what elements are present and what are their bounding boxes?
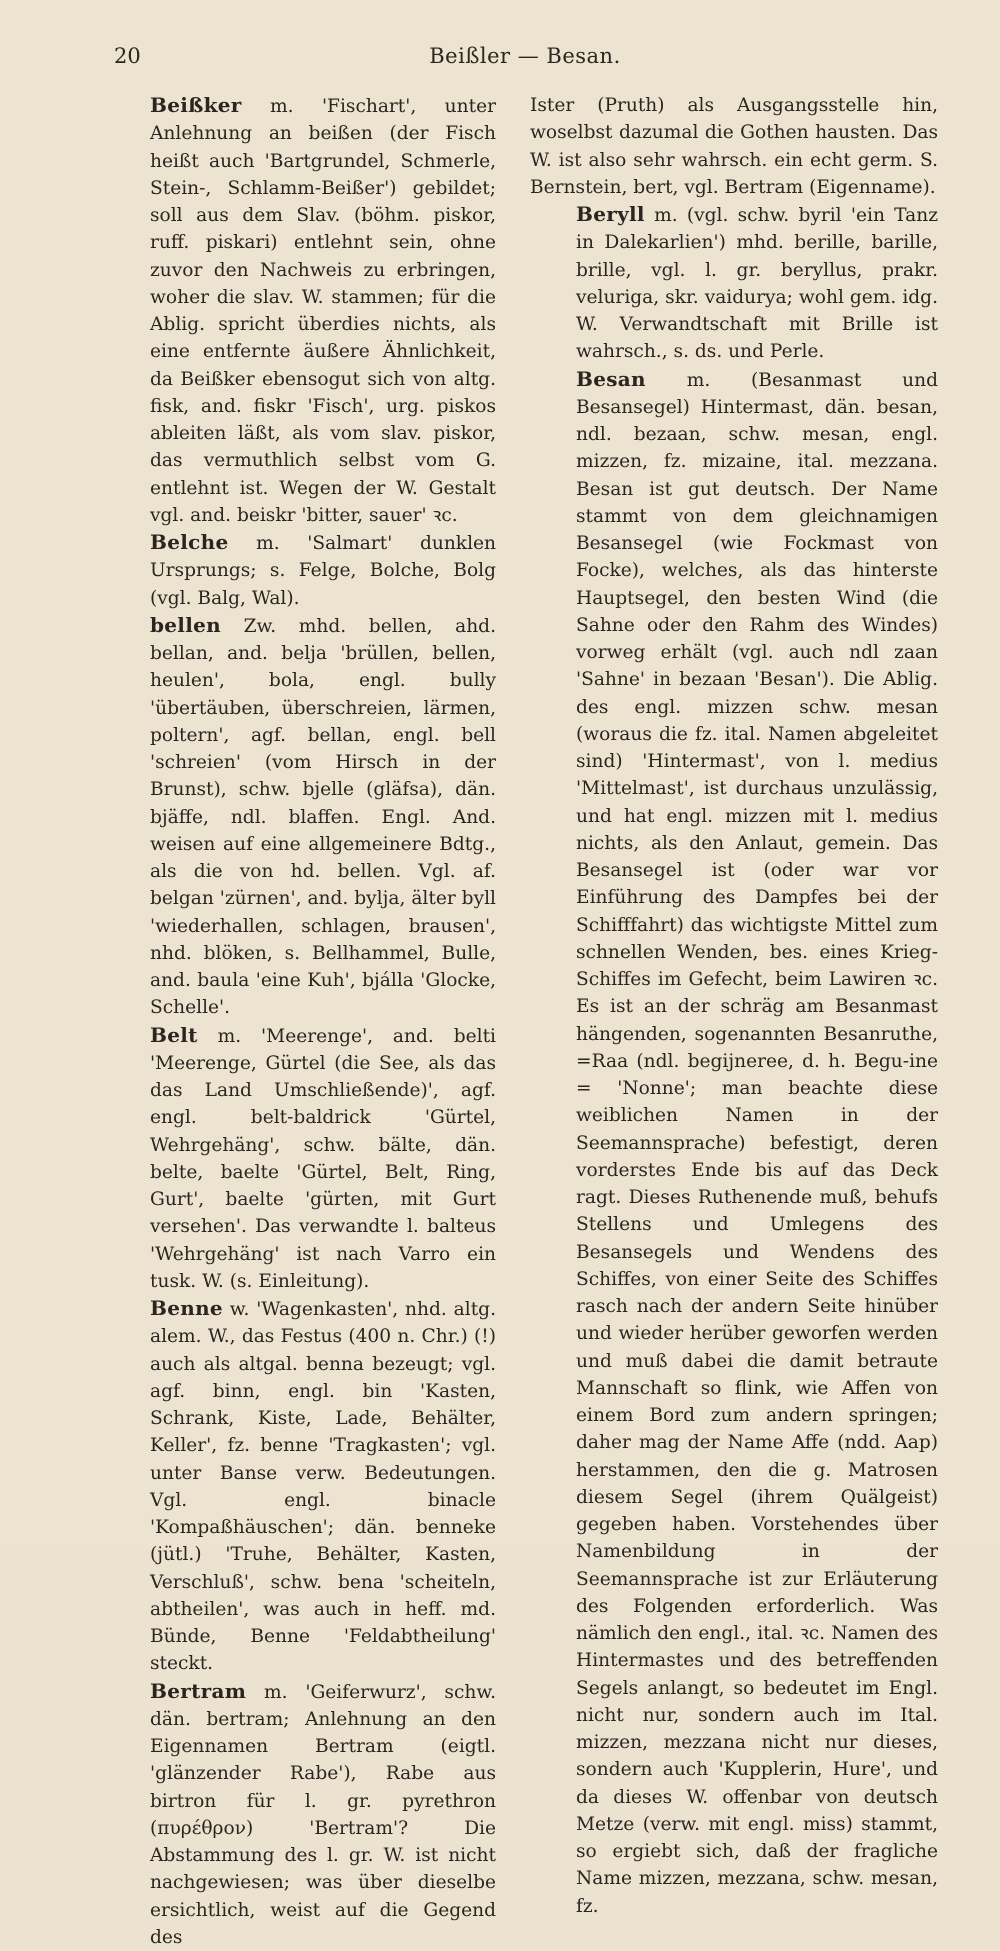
entry-headword: bellen [150,613,221,637]
entry-headword: Belche [150,530,228,554]
entry-headword: Bertram [150,1679,246,1703]
entry-headword: Benne [150,1296,223,1320]
entry-text: m. 'Fischart', unter Anlehnung an beißen (der Fisch heißt auch 'Bartgrundel, Schmerle, Stein-, Schlamm-Beißer') gebildet; soll aus dem Slav. (böhm. piskor, ruff. piskari) entlehnt sein, ohne zuvor den Nachweis zu erbringen, woher die slav. W. stammen; für die Ablig. spricht überdies nichts, als eine entfernte äußere Ähnlichkeit, da Beißker ebensogut sich von altg. fisk, and. fiskr 'Fisch', urg. piskos ableiten läßt, als vom slav. piskor, das vermuthlich selbst vom G. entlehnt ist. Wegen der W. Gestalt vgl. and. beiskr 'bitter, sauer' ꝛc. [150,96,496,526]
running-head: Beißler — Besan. [112,44,938,68]
entry-headword: Besan [576,367,646,391]
entry-headword: Beryll [576,202,645,226]
entry-text: m. (Besanmast und Besansegel) Hintermast, dän. besan, ndl. bezaan, schw. mesan, engl. mizzen, fz. mizaine, ital. mezzana. Besan ist gut deutsch. Der Name stammt von dem gleichnamigen Besansegel (wie Fockmast von Focke), welches, als das hinterste Hauptsegel, den besten Wind (die Sahne oder den Rahm des Windes) vorweg erhält (vgl. auch ndl zaan 'Sahne' in bezaan 'Besan'). Die Ablig. des engl. mizzen schw. mesan (woraus die fz. ital. Namen abgeleitet sind) 'Hintermast', von l. medius 'Mittelmast', ist durchaus unzulässig, und hat engl. mizzen mit l. medius nichts, als den Anlaut, gemein. Das Besansegel ist (oder war vor Einführung des Dampfes bei der Schifffahrt) das wichtigste Mittel zum schnellen Wenden, bes. eines Krieg-Schiffes im Gefecht, beim Lawiren ꝛc. Es ist an der schräg am Besanmast hängenden, sogenannten Besanruthe, =Raa (ndl. begijneree, d. h. Begu-ine = 'Nonne'; man beachte diese weiblichen Namen in der Seemannsprache) befestigt, deren vorderstes Ende bis auf das Deck ragt. Dieses Ruthenende muß, behufs Stellens und Umlegens des Besansegels und Wendens des Schiffes, von einer Seite des Schiffes rasch nach der andern Seite hinüber und wieder herüber geworfen werden und muß dabei die damit betraute Mannschaft so flink, wie Affen von einem Bord zum andern springen; daher mag der Name Affe (ndd. Aap) herstammen, den die g. Matrosen diesem Segel (ihrem Quälgeist) gegeben haben. Vorstehendes über Namenbildung in der Seemannsprache ist zur Erläuterung des Folgenden erforderlich. Was nämlich den engl., ital. ꝛc. Namen des Hintermastes und des betreffenden Segels anlangt, so bedeutet im Engl. nicht nur, sondern auch im Ital. mizzen, mezzana nicht nur dieses, sondern auch 'Kupplerin, Hure', und da dieses W. offenbar von deutsch Metze (verw. mit engl. miss) stammt, so ergiebt sich, daß der fragliche Name mizzen, mezzana, schw. mesan, fz. [576,370,938,1917]
dictionary-entry [104,612,496,1022]
continued-paragraph [530,92,938,201]
right-column [530,92,938,1920]
dictionary-entry [104,1295,496,1678]
dictionary-entry [530,366,938,1920]
dictionary-entry [530,201,938,366]
entry-text: m. (vgl. schw. byril 'ein Tanz in Dalekarlien') mhd. berille, barille, brille, vgl. l. gr. beryllus, prakr. veluriga, skr. vaidurya; wohl gem. idg. W. Verwandtschaft mit Brille ist wahrsch., s. ds. und Perle. [576,205,938,362]
entry-text: Ister (Pruth) als Ausgangsstelle hin, woselbst dazumal die Gothen hausten. Das W. ist also sehr wahrsch. ein echt germ. S. Bernstein, bert, vgl. Bertram (Eigenname). [530,95,938,198]
entry-headword: Beißker [150,93,242,117]
entry-text: w. 'Wagenkasten', nhd. altg. alem. W., das Festus (400 n. Chr.) (!) auch als altgal. benna bezeugt; vgl. agf. binn, engl. bin 'Kasten, Schrank, Kiste, Lade, Behälter, Keller', fz. benne 'Tragkasten'; vgl. unter Banse verw. Bedeutungen. Vgl. engl. binacle 'Kompaßhäuschen'; dän. benneke (jütl.) 'Truhe, Behälter, Kasten, Verschluß', schw. bena 'scheiteln, abtheilen', was auch in heff. md. Bünde, Benne 'Feldabtheilung' steckt. [150,1299,496,1674]
left-column [104,92,496,1951]
entry-text: Zw. mhd. bellen, ahd. bellan, and. belja 'brüllen, bellen, heulen', bola, engl. bully 'übertäuben, überschreien, lärmen, poltern', agf. bellan, engl. bell 'schreien' (vom Hirsch in der Brunst), schw. bjelle (gläfsa), dän. bjäffe, ndl. blaffen. Engl. And. weisen auf eine allgemeinere Bdtg., als die von hd. bellen. Vgl. af. belgan 'zürnen', and. bylja, älter byll 'wiederhallen, schlagen, brausen', nhd. blöken, s. Bellhammel, Bulle, and. baula 'eine Kuh', bjálla 'Glocke, Schelle'. [150,616,496,1019]
entry-text: m. 'Meerenge', and. belti 'Meerenge, Gürtel (die See, als das das Land Umschließende)', agf. engl. belt-baldrick 'Gürtel, Wehrgehäng', schw. bälte, dän. belte, baelte 'Gürtel, Belt, Ring, Gurt', baelte 'gürten, mit Gurt versehen'. Das verwandte l. balteus 'Wehrgehäng' ist nach Varro ein tusk. W. (s. Einleitung). [150,1026,496,1292]
dictionary-entry [104,1022,496,1296]
dictionary-entry [104,1678,496,1951]
page-header [112,44,938,80]
entry-text: m. 'Geiferwurz', schw. dän. bertram; Anlehnung an den Eigennamen Bertram (eigtl. 'glänzender Rabe'), Rabe aus birtron für l. gr. pyrethron (πυρέθρον) 'Bertram'? Die Abstammung des l. gr. W. ist nicht nachgewiesen; was über dieselbe ersichtlich, weist auf die Gegend des [150,1682,496,1948]
entry-headword: Belt [150,1023,198,1047]
dictionary-entry [104,529,496,612]
page-number: 20 [114,44,141,68]
dictionary-entry [104,92,496,529]
entry-text: m. 'Salmart' dunklen Ursprungs; s. Felge, Bolche, Bolg (vgl. Balg, Wal). [150,533,496,609]
